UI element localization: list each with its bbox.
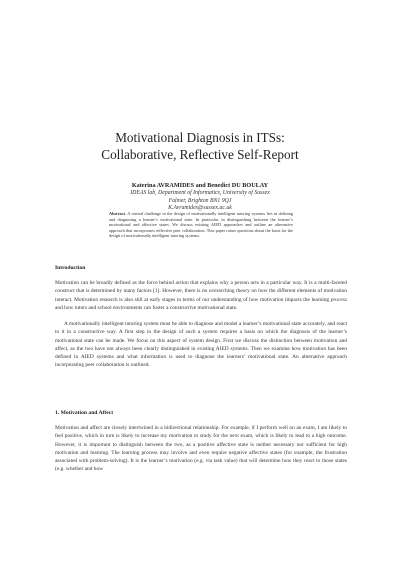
title-line-2: Collaborative, Reflective Self-Report: [101, 147, 299, 162]
affiliation-line-1: IDEAS lab, Department of Informatics, University of Sussex: [130, 190, 270, 196]
title-line-1: Motivational Diagnosis in ITSs:: [115, 130, 285, 145]
affiliation-email: K.Avramides@sussex.ac.uk: [168, 205, 232, 211]
abstract-text: A central challenge in the design of motivationally intelligent tutoring systems lies in defining and diagnosing a learner’s motivational state. In particular, in distinguishing between the learner’s motivational and affective states. We discuss existing AIED approaches and outline an alternative approach that incorporates reflective peer collaboration. This paper raises questions about the basis for the design of motivationally intelligent tutoring systems.: [109, 211, 293, 238]
section-1-heading: 1. Motivation and Affect: [55, 410, 114, 416]
intro-p1-text-a: Motivation can be broadly defined as the force behind action that explains why a person acts in a particular way. It is a multi-faceted construct that is determined by many factors [1]. However, there is no overarching theory on how the different elements of motivation interact. Motivation research is also still at early stages in terms of our understanding of how motivation impacts the learning: [55, 280, 347, 303]
abstract: [109, 211, 293, 239]
section-1-paragraph-1: Motivation and affect are closely intertwined in a bidirectional relationship. For example, if I perform well on an exam, I am likely to feel positive, which in turn is likely to increase my motivation to study for the next exam, which is likely to lead to a high outcome. However, it is important to distinguish between the two, as a positive affective state is neither necessary nor sufficient for high motivation and learning. The learning process may involve and even require negative affective states (for example, the frustration associated with problem-solving). It is the learner’s motivation (e.g. via task value) that will determine how they react to those states (e.g. whether and how: [55, 425, 347, 473]
introduction-paragraph-2: A motivationally intelligent tutoring system must be able to diagnose and model a learner’s motivational state accurately, and react to it in a constructive way. A first step in the design of such a system requires a basis on which the diagnosis of the learner’s motivational state can be made. We focus on this aspect of system design. First we discuss the distinction between motivation and affect, as the two have not always been clearly distinguished in existing AIED systems. Then we examine how motivation has been defined in AIED systems and what information is used to diagnose the learners’ motivational state. An alternative approach incorporating peer collaboration is outlined.: [55, 321, 347, 369]
authors: Katerina AVRAMIDES and Benedict DU BOULAY: [131, 182, 269, 189]
intro-p1-emphasis: process: [330, 296, 347, 303]
affiliation-line-2: Falmer, Brighton BN1 9QJ: [168, 198, 232, 204]
abstract-label: Abstract.: [109, 211, 127, 216]
intro-p1-text-b: and how tutors and school environments can foster a constructive motivational state.: [55, 304, 238, 311]
introduction-heading: Introduction: [55, 265, 86, 271]
introduction-paragraph-1: [55, 279, 347, 312]
